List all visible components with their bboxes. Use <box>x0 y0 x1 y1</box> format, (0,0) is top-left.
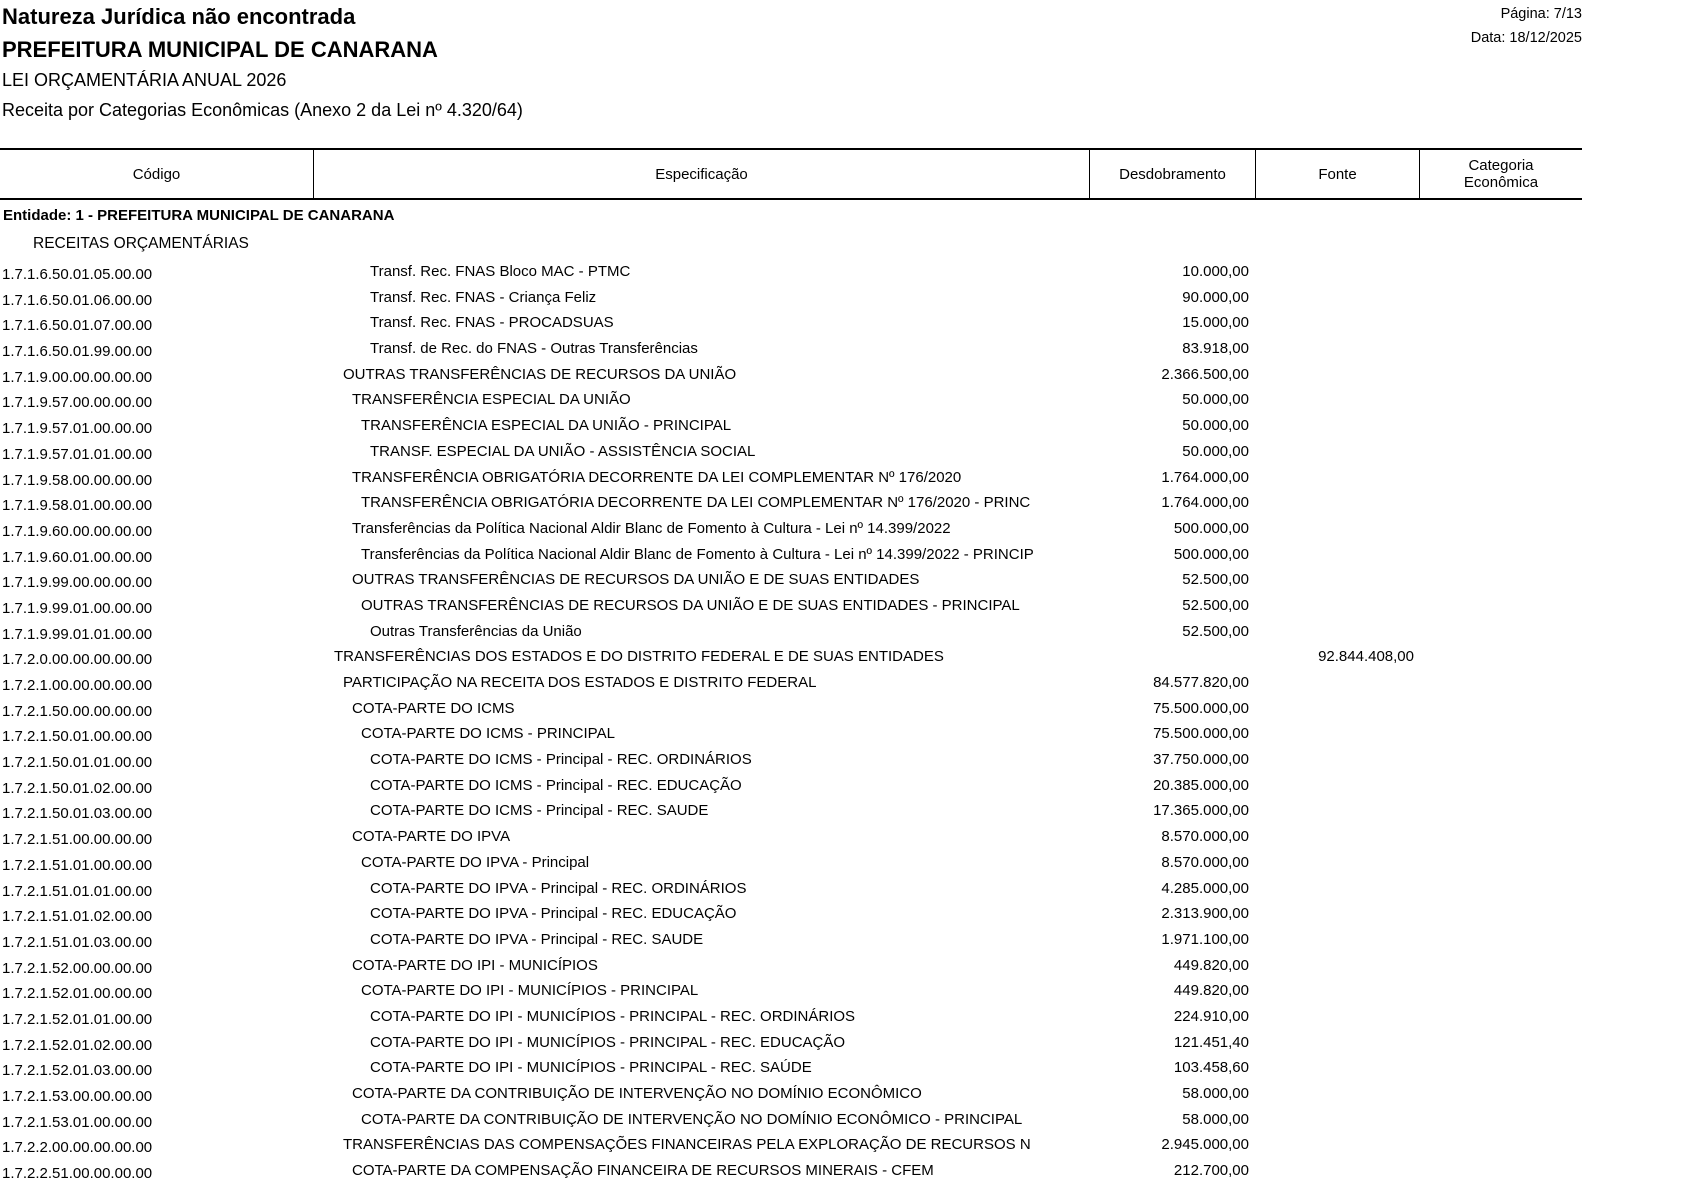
column-header-codigo: Código <box>0 150 314 198</box>
row-desdobramento: 449.820,00 <box>1173 956 1249 974</box>
row-code: 1.7.1.9.60.01.00.00.00 <box>2 548 153 566</box>
table-row <box>0 978 1584 1004</box>
row-especificacao: Transf. Rec. FNAS - Criança Feliz <box>370 288 597 306</box>
table-row <box>0 721 1584 747</box>
row-desdobramento: 75.500.000,00 <box>1153 725 1249 743</box>
row-code: 1.7.2.1.50.01.01.00.00 <box>2 754 153 772</box>
row-especificacao: COTA-PARTE DO IPI - MUNICÍPIOS - PRINCIPAL - REC. ORDINÁRIOS <box>370 1007 856 1025</box>
row-especificacao: COTA-PARTE DO IPI - MUNICÍPIOS - PRINCIPAL - REC. SAÚDE <box>370 1059 812 1077</box>
table-row <box>0 670 1584 696</box>
table-row <box>0 310 1584 336</box>
row-especificacao: Transferências da Política Nacional Aldir Blanc de Fomento à Cultura - Lei nº 14.399/2022 - PRINCIP <box>361 545 1034 563</box>
row-desdobramento: 1.971.100,00 <box>1161 930 1249 948</box>
row-code: 1.7.1.9.99.01.01.00.00 <box>2 625 153 643</box>
row-desdobramento: 50.000,00 <box>1182 442 1249 460</box>
row-especificacao: COTA-PARTE DO IPI - MUNICÍPIOS <box>352 956 598 974</box>
row-especificacao: COTA-PARTE DA CONTRIBUIÇÃO DE INTERVENÇÃO NO DOMÍNIO ECONÔMICO <box>352 1085 922 1102</box>
row-desdobramento: 52.500,00 <box>1182 596 1249 614</box>
row-especificacao: Outras Transferências da União <box>370 622 582 640</box>
row-desdobramento: 52.500,00 <box>1182 622 1249 640</box>
report-date: Data: 18/12/2025 <box>1470 30 1582 46</box>
row-code: 1.7.2.1.52.01.02.00.00 <box>2 1036 153 1054</box>
report-subtitle-natureza: Natureza Jurídica não encontrada <box>2 4 356 29</box>
entity-heading: Entidade: 1 - PREFEITURA MUNICIPAL DE CANARANA <box>3 207 395 224</box>
row-desdobramento: 83.918,00 <box>1182 340 1249 358</box>
row-code: 1.7.2.1.52.01.03.00.00 <box>2 1062 153 1080</box>
row-especificacao: COTA-PARTE DO ICMS - Principal - REC. SAUDE <box>370 802 709 820</box>
row-desdobramento: 103.458,60 <box>1173 1059 1249 1077</box>
row-code: 1.7.2.2.51.00.00.00.00 <box>2 1165 153 1183</box>
table-row <box>0 542 1584 568</box>
table-row <box>0 1030 1584 1056</box>
row-desdobramento: 224.910,00 <box>1173 1007 1249 1025</box>
row-desdobramento: 58.000,00 <box>1182 1085 1249 1102</box>
table-row <box>0 567 1584 593</box>
table-row <box>0 901 1584 927</box>
row-code: 1.7.2.1.51.01.02.00.00 <box>2 908 153 926</box>
row-code: 1.7.1.6.50.01.99.00.00 <box>2 343 153 361</box>
row-desdobramento: 2.945.000,00 <box>1161 1136 1249 1154</box>
row-desdobramento: 2.313.900,00 <box>1161 905 1249 923</box>
row-especificacao: COTA-PARTE DO IPI - MUNICÍPIOS - PRINCIPAL <box>361 982 699 1000</box>
row-especificacao: TRANSFERÊNCIA OBRIGATÓRIA DECORRENTE DA LEI COMPLEMENTAR Nº 176/2020 - PRINC <box>361 494 1031 512</box>
row-especificacao: OUTRAS TRANSFERÊNCIAS DE RECURSOS DA UNIÃO E DE SUAS ENTIDADES - PRINCIPAL <box>361 596 1020 614</box>
row-code: 1.7.1.9.99.01.00.00.00 <box>2 599 153 617</box>
column-header-categoria-line2: Econômica <box>1463 174 1539 191</box>
table-row <box>0 1081 1584 1107</box>
row-especificacao: TRANSFERÊNCIAS DOS ESTADOS E DO DISTRITO FEDERAL E DE SUAS ENTIDADES <box>334 648 944 666</box>
row-code: 1.7.2.1.50.00.00.00.00 <box>2 702 153 720</box>
row-desdobramento: 58.000,00 <box>1182 1110 1249 1128</box>
table-row <box>0 927 1584 953</box>
row-desdobramento: 15.000,00 <box>1182 314 1249 332</box>
table-row <box>0 773 1584 799</box>
row-code: 1.7.1.6.50.01.05.00.00 <box>2 266 153 283</box>
row-code: 1.7.2.1.50.01.00.00.00 <box>2 728 153 746</box>
row-especificacao: COTA-PARTE DO IPVA - Principal - REC. EDUCAÇÃO <box>370 905 737 923</box>
row-code: 1.7.2.1.51.01.01.00.00 <box>2 882 153 900</box>
table-row <box>0 747 1584 773</box>
row-desdobramento: 17.365.000,00 <box>1153 802 1249 820</box>
row-code: 1.7.1.9.58.01.00.00.00 <box>2 497 153 515</box>
row-desdobramento: 52.500,00 <box>1182 571 1249 589</box>
table-row <box>0 362 1584 388</box>
table-row <box>0 824 1584 850</box>
table-row <box>0 413 1584 439</box>
row-desdobramento: 8.570.000,00 <box>1161 828 1249 846</box>
row-especificacao: COTA-PARTE DO IPVA - Principal <box>361 853 590 871</box>
row-especificacao: COTA-PARTE DO ICMS - Principal - REC. ORDINÁRIOS <box>370 751 752 769</box>
column-header-especificacao: Especificação <box>314 150 1090 198</box>
table-row <box>0 619 1584 645</box>
row-especificacao: COTA-PARTE DO ICMS - Principal - REC. EDUCAÇÃO <box>370 776 742 794</box>
report-title: PREFEITURA MUNICIPAL DE CANARANA <box>2 37 438 62</box>
row-especificacao: TRANSFERÊNCIA ESPECIAL DA UNIÃO - PRINCIPAL <box>361 417 732 435</box>
table-row <box>0 953 1584 979</box>
row-code: 1.7.1.6.50.01.06.00.00 <box>2 291 153 309</box>
table-row <box>0 1004 1584 1030</box>
row-especificacao: COTA-PARTE DO ICMS <box>352 699 515 717</box>
row-desdobramento: 8.570.000,00 <box>1161 853 1249 871</box>
row-code: 1.7.1.6.50.01.07.00.00 <box>2 317 153 335</box>
row-especificacao: COTA-PARTE DO IPVA <box>352 828 511 846</box>
row-especificacao: COTA-PARTE DA CONTRIBUIÇÃO DE INTERVENÇÃO NO DOMÍNIO ECONÔMICO - PRINCIPAL <box>361 1110 1023 1128</box>
row-code: 1.7.2.1.53.00.00.00.00 <box>2 1088 153 1105</box>
row-especificacao: TRANSFERÊNCIA OBRIGATÓRIA DECORRENTE DA LEI COMPLEMENTAR Nº 176/2020 <box>352 468 962 486</box>
report-law-title: LEI ORÇAMENTÁRIA ANUAL 2026 <box>2 70 287 90</box>
row-code: 1.7.1.9.60.00.00.00.00 <box>2 522 153 540</box>
column-header-fonte: Fonte <box>1256 150 1420 198</box>
table-row <box>0 1055 1584 1081</box>
row-desdobramento: 84.577.820,00 <box>1153 674 1249 691</box>
row-code: 1.7.2.1.52.00.00.00.00 <box>2 959 153 977</box>
row-especificacao: TRANSFERÊNCIAS DAS COMPENSAÇÕES FINANCEIRAS PELA EXPLORAÇÃO DE RECURSOS N <box>343 1136 1031 1154</box>
row-code: 1.7.2.2.00.00.00.00.00 <box>2 1139 153 1157</box>
row-code: 1.7.2.1.51.01.03.00.00 <box>2 933 153 951</box>
row-code: 1.7.1.9.58.00.00.00.00 <box>2 471 153 489</box>
row-especificacao: Transf. de Rec. do FNAS - Outras Transferências <box>370 340 698 358</box>
row-desdobramento: 50.000,00 <box>1182 417 1249 435</box>
row-code: 1.7.1.9.57.01.01.00.00 <box>2 445 153 463</box>
row-desdobramento: 449.820,00 <box>1173 982 1249 1000</box>
table-row <box>0 259 1584 285</box>
column-header-desdobramento: Desdobramento <box>1090 150 1256 198</box>
table-row <box>0 387 1584 413</box>
row-especificacao: Transferências da Política Nacional Aldir Blanc de Fomento à Cultura - Lei nº 14.399/2022 <box>352 519 951 537</box>
row-code: 1.7.1.9.57.01.00.00.00 <box>2 420 153 438</box>
table-row <box>0 439 1584 465</box>
table-row <box>0 285 1584 311</box>
row-fonte: 92.844.408,00 <box>1318 648 1414 666</box>
report-description: Receita por Categorias Econômicas (Anexo 2 da Lei nº 4.320/64) <box>2 100 523 120</box>
table-row <box>0 465 1584 491</box>
row-code: 1.7.2.1.52.01.01.00.00 <box>2 1010 153 1028</box>
table-row <box>0 876 1584 902</box>
row-desdobramento: 37.750.000,00 <box>1153 751 1249 769</box>
row-desdobramento: 121.451,40 <box>1173 1033 1249 1051</box>
table-row <box>0 696 1584 722</box>
row-desdobramento: 500.000,00 <box>1173 519 1249 537</box>
row-desdobramento: 50.000,00 <box>1182 391 1249 409</box>
row-desdobramento: 90.000,00 <box>1182 288 1249 306</box>
row-desdobramento: 212.700,00 <box>1173 1162 1249 1180</box>
table-row <box>0 1132 1584 1158</box>
row-especificacao: Transf. Rec. FNAS Bloco MAC - PTMC <box>370 263 631 280</box>
table-row <box>0 1158 1584 1184</box>
row-desdobramento: 1.764.000,00 <box>1161 468 1249 486</box>
row-especificacao: COTA-PARTE DO IPVA - Principal - REC. SAUDE <box>370 930 704 948</box>
section-heading: RECEITAS ORÇAMENTÁRIAS <box>33 235 249 252</box>
row-especificacao: TRANSFERÊNCIA ESPECIAL DA UNIÃO <box>352 391 631 409</box>
column-header-categoria-economica <box>1420 150 1582 198</box>
row-code: 1.7.2.1.50.01.02.00.00 <box>2 779 153 797</box>
table-body <box>0 259 1584 1184</box>
row-code: 1.7.2.1.51.00.00.00.00 <box>2 831 153 849</box>
row-especificacao: PARTICIPAÇÃO NA RECEITA DOS ESTADOS E DISTRITO FEDERAL <box>343 674 817 691</box>
row-code: 1.7.2.1.51.01.00.00.00 <box>2 856 153 874</box>
row-code: 1.7.1.9.99.00.00.00.00 <box>2 574 153 592</box>
row-especificacao: OUTRAS TRANSFERÊNCIAS DE RECURSOS DA UNIÃO E DE SUAS ENTIDADES <box>352 571 920 589</box>
table-row <box>0 798 1584 824</box>
row-desdobramento: 500.000,00 <box>1173 545 1249 563</box>
row-code: 1.7.2.1.52.01.00.00.00 <box>2 985 153 1003</box>
row-code: 1.7.2.1.53.01.00.00.00 <box>2 1113 153 1131</box>
table-row <box>0 644 1584 670</box>
table-row <box>0 1107 1584 1133</box>
table-row <box>0 850 1584 876</box>
row-code: 1.7.2.1.50.01.03.00.00 <box>2 805 153 823</box>
row-desdobramento: 10.000,00 <box>1182 263 1249 280</box>
table-row <box>0 593 1584 619</box>
page-number: Página: 7/13 <box>1500 6 1582 22</box>
table-row <box>0 336 1584 362</box>
row-especificacao: OUTRAS TRANSFERÊNCIAS DE RECURSOS DA UNIÃO <box>343 365 737 383</box>
row-especificacao: COTA-PARTE DO IPI - MUNICÍPIOS - PRINCIPAL - REC. EDUCAÇÃO <box>370 1033 846 1051</box>
row-code: 1.7.2.1.00.00.00.00.00 <box>2 677 153 694</box>
row-desdobramento: 4.285.000,00 <box>1161 879 1249 897</box>
row-desdobramento: 1.764.000,00 <box>1161 494 1249 512</box>
row-desdobramento: 75.500.000,00 <box>1153 699 1249 717</box>
row-especificacao: Transf. Rec. FNAS - PROCADSUAS <box>370 314 614 332</box>
row-especificacao: COTA-PARTE DA COMPENSAÇÃO FINANCEIRA DE RECURSOS MINERAIS - CFEM <box>352 1162 934 1180</box>
row-desdobramento: 20.385.000,00 <box>1153 776 1249 794</box>
row-code: 1.7.1.9.57.00.00.00.00 <box>2 394 153 412</box>
row-code: 1.7.1.9.00.00.00.00.00 <box>2 368 153 386</box>
column-header-categoria-line1: Categoria <box>1468 157 1534 174</box>
table-row <box>0 516 1584 542</box>
row-especificacao: TRANSF. ESPECIAL DA UNIÃO - ASSISTÊNCIA SOCIAL <box>370 442 756 460</box>
table-row <box>0 490 1584 516</box>
row-especificacao: COTA-PARTE DO IPVA - Principal - REC. ORDINÁRIOS <box>370 879 747 897</box>
table-header <box>0 148 1582 200</box>
row-desdobramento: 2.366.500,00 <box>1161 365 1249 383</box>
row-especificacao: COTA-PARTE DO ICMS - PRINCIPAL <box>361 725 615 743</box>
row-code: 1.7.2.0.00.00.00.00.00 <box>2 651 153 669</box>
